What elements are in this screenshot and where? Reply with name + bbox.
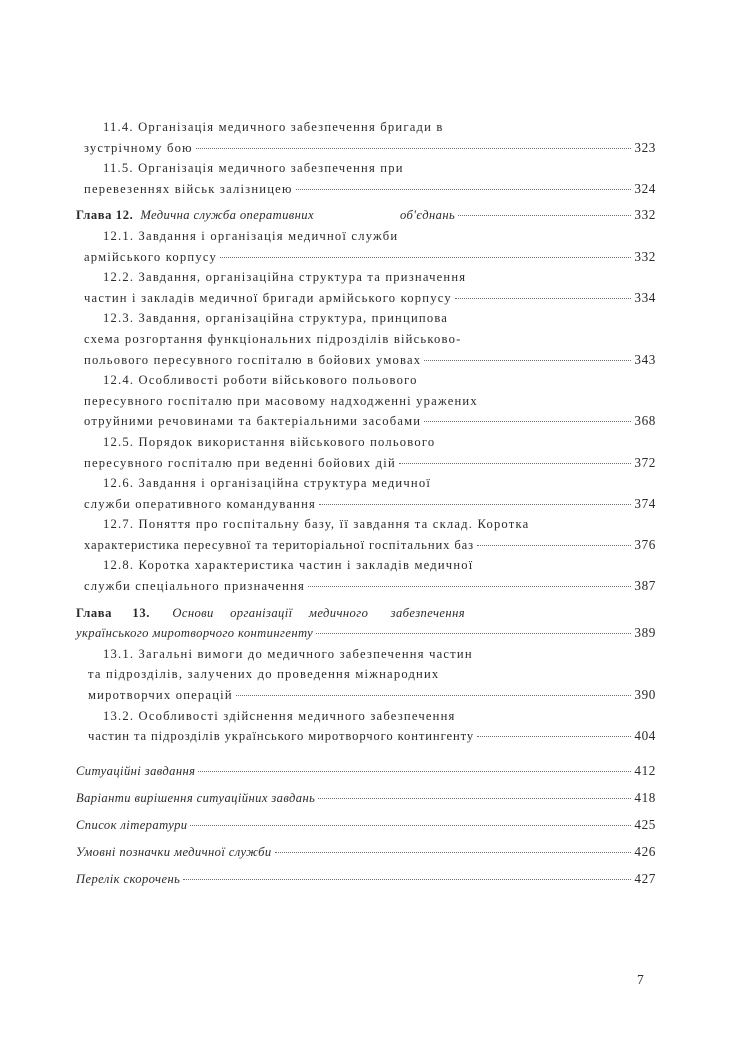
toc-entry-text: 13.2. Особливості здійснення медичного забезпечення bbox=[103, 708, 456, 723]
dot-leader bbox=[318, 798, 631, 799]
chapter-title: українського миротворчого контингенту bbox=[76, 626, 314, 641]
toc-page-number: 390 bbox=[634, 687, 656, 703]
toc-entry-text: зустрічному бою bbox=[84, 140, 193, 155]
toc-page-number: 425 bbox=[634, 816, 656, 832]
toc-entry-13-2-line1 bbox=[76, 706, 656, 727]
toc-entry-text: схема розгортання функціональних підрозділів військово- bbox=[84, 331, 462, 346]
toc-entry-12-3 bbox=[76, 350, 656, 371]
chapter-title: Основи bbox=[172, 605, 214, 620]
toc-entry-text: 13.1. Загальні вимоги до медичного забезпечення частин bbox=[103, 646, 473, 661]
toc-entry-12-7 bbox=[76, 535, 656, 556]
toc-page-number: 368 bbox=[634, 413, 656, 429]
toc-entry-text: Список літератури bbox=[76, 817, 188, 832]
toc-abbreviations bbox=[76, 865, 656, 892]
page-number: 7 bbox=[637, 972, 644, 987]
toc-entry-12-6 bbox=[76, 494, 656, 515]
toc-entry-12-8 bbox=[76, 576, 656, 597]
toc-entry-13-1-line1 bbox=[76, 644, 656, 665]
toc-entry-text: миротворчих операцій bbox=[88, 688, 233, 703]
dot-leader bbox=[455, 298, 632, 299]
toc-entry-12-8-line1 bbox=[76, 555, 656, 576]
toc-page-number: 412 bbox=[634, 762, 656, 778]
toc-entry-12-5 bbox=[76, 453, 656, 474]
toc-page-number: 427 bbox=[634, 870, 656, 886]
dot-leader bbox=[296, 189, 632, 190]
toc-entry-12-2 bbox=[76, 288, 656, 309]
toc-entry-12-4-line1 bbox=[76, 370, 656, 391]
toc-entry-12-1-line1 bbox=[76, 226, 656, 247]
toc-entry-text: 12.5. Порядок використання військового польового bbox=[103, 434, 436, 449]
dot-leader bbox=[458, 215, 631, 216]
toc-page-number: 418 bbox=[634, 789, 656, 805]
dot-leader bbox=[477, 545, 631, 546]
toc-entry-text: 11.5. Організація медичного забезпечення при bbox=[103, 161, 404, 176]
toc-entry-text: характеристика пересувної та територіальної госпітальних баз bbox=[84, 537, 475, 552]
toc-page-number: 374 bbox=[634, 495, 656, 511]
toc-entry-11-4-line1 bbox=[76, 117, 656, 138]
toc-page-number: 332 bbox=[634, 248, 656, 264]
toc-page-number: 323 bbox=[634, 139, 656, 155]
toc-entry-12-4-line2 bbox=[76, 391, 656, 412]
toc-page-number: 376 bbox=[634, 536, 656, 552]
toc-entry-text: пересувного госпіталю при веденні бойових дій bbox=[84, 455, 396, 470]
toc-page-number: 426 bbox=[634, 843, 656, 859]
dot-leader bbox=[190, 825, 631, 826]
toc-entry-text: польового пересувного госпіталю в бойових умовах bbox=[84, 352, 422, 367]
chapter-title: забезпечення bbox=[390, 605, 465, 620]
toc-entry-12-4 bbox=[76, 411, 656, 432]
toc-entry-12-5-line1 bbox=[76, 432, 656, 453]
toc-page-number: 324 bbox=[634, 180, 656, 196]
toc-entry-text: 12.1. Завдання і організація медичної служби bbox=[103, 228, 399, 243]
toc-entry-12-3-line1 bbox=[76, 308, 656, 329]
toc-chapter-13-line1 bbox=[76, 603, 656, 624]
chapter-title: організації bbox=[230, 605, 293, 620]
dot-leader bbox=[399, 463, 632, 464]
dot-leader bbox=[308, 586, 631, 587]
toc-page-number: 387 bbox=[634, 578, 656, 594]
toc-entry-text: служби спеціального призначення bbox=[84, 579, 306, 594]
dot-leader bbox=[424, 360, 631, 361]
toc-entry-text: Умовні позначки медичної служби bbox=[76, 844, 272, 859]
toc-entry-text: пересувного госпіталю при масовому надходженні уражених bbox=[84, 393, 478, 408]
toc-entry-text: 12.6. Завдання і організаційна структура медичної bbox=[103, 476, 432, 491]
toc-page-number: 332 bbox=[634, 207, 656, 223]
toc-page-number: 372 bbox=[634, 454, 656, 470]
chapter-title: Медична служба оперативних bbox=[140, 208, 314, 223]
chapter-label: Глава 12. bbox=[76, 208, 134, 223]
toc-entry-12-2-line1 bbox=[76, 267, 656, 288]
chapter-title: медичного bbox=[308, 605, 369, 620]
toc-page-number: 334 bbox=[634, 289, 656, 305]
toc-solution-variants bbox=[76, 784, 656, 811]
toc-chapter-12 bbox=[76, 205, 656, 226]
chapter-number: 13. bbox=[132, 605, 150, 620]
toc-entry-12-1 bbox=[76, 247, 656, 268]
toc-entry-text: Ситуаційні завдання bbox=[76, 763, 196, 778]
dot-leader bbox=[196, 148, 632, 149]
table-of-contents bbox=[76, 117, 656, 892]
dot-leader bbox=[477, 736, 631, 737]
toc-symbols bbox=[76, 838, 656, 865]
dot-leader bbox=[198, 771, 631, 772]
toc-page-number: 343 bbox=[634, 351, 656, 367]
toc-entry-text: 12.2. Завдання, організаційна структура та призначення bbox=[103, 270, 467, 285]
toc-entry-text: армійського корпусу bbox=[84, 249, 217, 264]
chapter-title: об'єднань bbox=[400, 208, 456, 223]
dot-leader bbox=[316, 633, 631, 634]
toc-entry-text: перевезеннях військ залізницею bbox=[84, 181, 293, 196]
toc-entry-text: 12.4. Особливості роботи військового польового bbox=[103, 373, 418, 388]
dot-leader bbox=[183, 879, 631, 880]
toc-entry-text: служби оперативного командування bbox=[84, 496, 317, 511]
toc-entry-11-5 bbox=[76, 179, 656, 200]
toc-entry-text: частин і закладів медичної бригади армійського корпусу bbox=[84, 290, 452, 305]
dot-leader bbox=[236, 695, 632, 696]
toc-entry-11-5-line1 bbox=[76, 158, 656, 179]
toc-situational-tasks bbox=[76, 757, 656, 784]
toc-entry-12-6-line1 bbox=[76, 473, 656, 494]
toc-entry-text: отруйними речовинами та бактеріальними засобами bbox=[84, 414, 422, 429]
toc-entry-13-1 bbox=[76, 685, 656, 706]
toc-entry-text: частин та підрозділів українського миротворчого контингенту bbox=[88, 729, 475, 744]
toc-entry-text: 11.4. Організація медичного забезпечення бригади в bbox=[103, 120, 444, 134]
toc-entry-text: 12.8. Коротка характеристика частин і закладів медичної bbox=[103, 558, 474, 573]
toc-entry-12-3-line2 bbox=[76, 329, 656, 350]
toc-literature bbox=[76, 811, 656, 838]
dot-leader bbox=[319, 504, 631, 505]
toc-page-number: 389 bbox=[634, 625, 656, 641]
toc-entry-12-7-line1 bbox=[76, 514, 656, 535]
dot-leader bbox=[424, 421, 631, 422]
toc-entry-11-4 bbox=[76, 138, 656, 159]
toc-entry-13-2 bbox=[76, 726, 656, 747]
toc-entry-text: Перелік скорочень bbox=[76, 871, 181, 886]
toc-entry-text: 12.7. Поняття про госпітальну базу, її завдання та склад. Коротка bbox=[103, 517, 530, 532]
dot-leader bbox=[275, 852, 632, 853]
toc-entry-text: 12.3. Завдання, організаційна структура, принципова bbox=[103, 311, 449, 326]
dot-leader bbox=[220, 257, 631, 258]
toc-entry-text: Варіанти вирішення ситуаційних завдань bbox=[76, 790, 316, 805]
chapter-label: Глава bbox=[76, 605, 113, 620]
toc-chapter-13 bbox=[76, 623, 656, 644]
toc-page-number: 404 bbox=[634, 728, 656, 744]
toc-entry-13-1-line2 bbox=[76, 664, 656, 685]
toc-entry-text: та підрозділів, залучених до проведення міжнародних bbox=[88, 667, 440, 682]
